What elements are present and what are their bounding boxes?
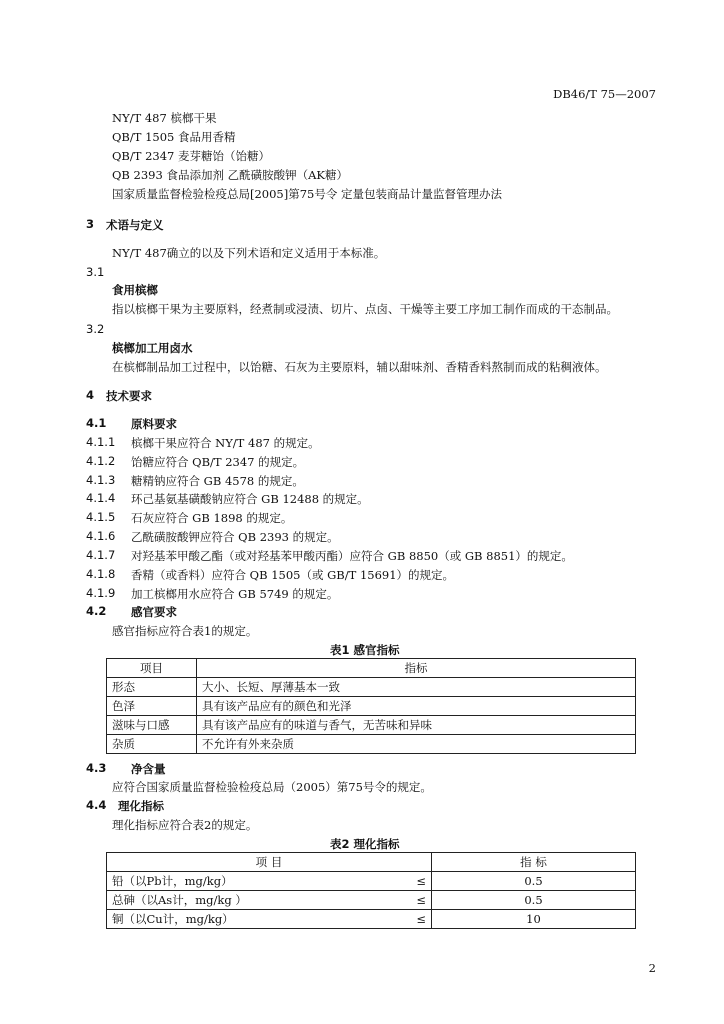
table-cell: 不允许有外来杂质 xyxy=(197,735,636,754)
term-number: 3.2 xyxy=(86,322,105,336)
table-cell: 总砷（以As计，mg/kg ） xyxy=(107,891,392,910)
ref-item: 国家质量监督检验检疫总局[2005]第75号令 定量包装商品计量监督管理办法 xyxy=(112,187,503,201)
table-cell: 铅（以Pb计，mg/kg） xyxy=(107,872,392,891)
subsection-number: 4.1 xyxy=(86,416,107,430)
table-cell-value: 0.5 xyxy=(432,891,636,910)
ref-item: QB/T 2347 麦芽糖饴（饴糖） xyxy=(112,149,271,163)
clause-number: 4.1.2 xyxy=(86,454,116,468)
term-number: 3.1 xyxy=(86,265,105,279)
doc-code: DB46/T 75—2007 xyxy=(553,87,656,101)
section-number: 4 xyxy=(86,388,95,402)
page-number: 2 xyxy=(648,961,656,975)
clause-number: 4.1.4 xyxy=(86,491,116,505)
table-header-cell: 指 标 xyxy=(432,853,636,872)
clause-number: 4.1.9 xyxy=(86,586,116,600)
term-definition: 指以槟榔干果为主要原料，经煮制或浸渍、切片、点卤、干燥等主要工序加工制作而成的干态制品。 xyxy=(112,302,618,316)
clause-number: 4.1.6 xyxy=(86,529,116,543)
subsection-number: 4.4 xyxy=(86,798,107,812)
clause-number: 4.1.3 xyxy=(86,473,116,487)
physchem-table xyxy=(106,852,636,929)
subsection-title: 净含量 xyxy=(131,762,166,776)
table-cell: 具有该产品应有的味道与香气，无苦味和异味 xyxy=(197,716,636,735)
clause-number: 4.1.5 xyxy=(86,510,116,524)
subsection-text: 应符合国家质量监督检验检疫总局（2005）第75号令的规定。 xyxy=(112,780,432,794)
clause-text: 糖精钠应符合 GB 4578 的规定。 xyxy=(131,474,304,488)
subsection-number: 4.2 xyxy=(86,604,107,618)
table-cell: 铜（以Cu计，mg/kg） xyxy=(107,910,392,929)
section-intro: NY/T 487确立的以及下列术语和定义适用于本标准。 xyxy=(112,246,386,260)
table-row xyxy=(107,872,636,891)
table-cell-value: 10 xyxy=(432,910,636,929)
clause-text: 饴糖应符合 QB/T 2347 的规定。 xyxy=(131,455,305,469)
clause-text: 石灰应符合 GB 1898 的规定。 xyxy=(131,511,293,525)
sensory-table xyxy=(106,658,636,754)
table-header-row xyxy=(107,659,636,678)
table-cell: 大小、长短、厚薄基本一致 xyxy=(197,678,636,697)
table-caption: 表1 感官指标 xyxy=(330,643,400,657)
subsection-intro: 感官指标应符合表1的规定。 xyxy=(112,624,258,638)
subsection-title: 感官要求 xyxy=(131,605,177,619)
table-cell: 色泽 xyxy=(107,697,197,716)
table-header-cell: 项 目 xyxy=(107,853,432,872)
table-row xyxy=(107,910,636,929)
table-header-cell: 指标 xyxy=(197,659,636,678)
table-cell: 形态 xyxy=(107,678,197,697)
table-caption: 表2 理化指标 xyxy=(330,837,400,851)
ref-item: NY/T 487 槟榔干果 xyxy=(112,111,217,125)
table-row xyxy=(107,678,636,697)
term-name: 槟榔加工用卤水 xyxy=(112,341,193,355)
table-cell-operator: ≤ xyxy=(392,872,432,891)
table-header-row xyxy=(107,853,636,872)
clause-text: 槟榔干果应符合 NY/T 487 的规定。 xyxy=(131,436,320,450)
section-title: 术语与定义 xyxy=(106,218,164,232)
table-row xyxy=(107,697,636,716)
table-cell: 滋味与口感 xyxy=(107,716,197,735)
table-cell: 杂质 xyxy=(107,735,197,754)
ref-item: QB/T 1505 食品用香精 xyxy=(112,130,236,144)
clause-number: 4.1.1 xyxy=(86,435,116,449)
term-name: 食用槟榔 xyxy=(112,283,158,297)
subsection-intro: 理化指标应符合表2的规定。 xyxy=(112,818,258,832)
ref-item: QB 2393 食品添加剂 乙酰磺胺酸钾（AK糖） xyxy=(112,168,349,182)
clause-text: 对羟基苯甲酸乙酯（或对羟基苯甲酸丙酯）应符合 GB 8850（或 GB 8851）的规定。 xyxy=(131,549,573,563)
clause-text: 香精（或香料）应符合 QB 1505（或 GB/T 15691）的规定。 xyxy=(131,568,455,582)
table-row xyxy=(107,891,636,910)
table-cell-value: 0.5 xyxy=(432,872,636,891)
clause-text: 乙酰磺胺酸钾应符合 QB 2393 的规定。 xyxy=(131,530,339,544)
table-cell-operator: ≤ xyxy=(392,891,432,910)
table-cell: 具有该产品应有的颜色和光泽 xyxy=(197,697,636,716)
clause-text: 环己基氨基磺酸钠应符合 GB 12488 的规定。 xyxy=(131,492,369,506)
subsection-number: 4.3 xyxy=(86,761,107,775)
clause-text: 加工槟榔用水应符合 GB 5749 的规定。 xyxy=(131,587,339,601)
table-header-cell: 项目 xyxy=(107,659,197,678)
table-cell-operator: ≤ xyxy=(392,910,432,929)
clause-number: 4.1.8 xyxy=(86,567,116,581)
table-row xyxy=(107,716,636,735)
section-title: 技术要求 xyxy=(106,389,152,403)
table-row xyxy=(107,735,636,754)
term-definition: 在槟榔制品加工过程中，以饴糖、石灰为主要原料，辅以甜味剂、香精香料熬制而成的粘稠液体。 xyxy=(112,360,607,374)
subsection-title: 理化指标 xyxy=(118,799,164,813)
subsection-title: 原料要求 xyxy=(131,417,177,431)
clause-number: 4.1.7 xyxy=(86,548,116,562)
section-number: 3 xyxy=(86,217,95,231)
